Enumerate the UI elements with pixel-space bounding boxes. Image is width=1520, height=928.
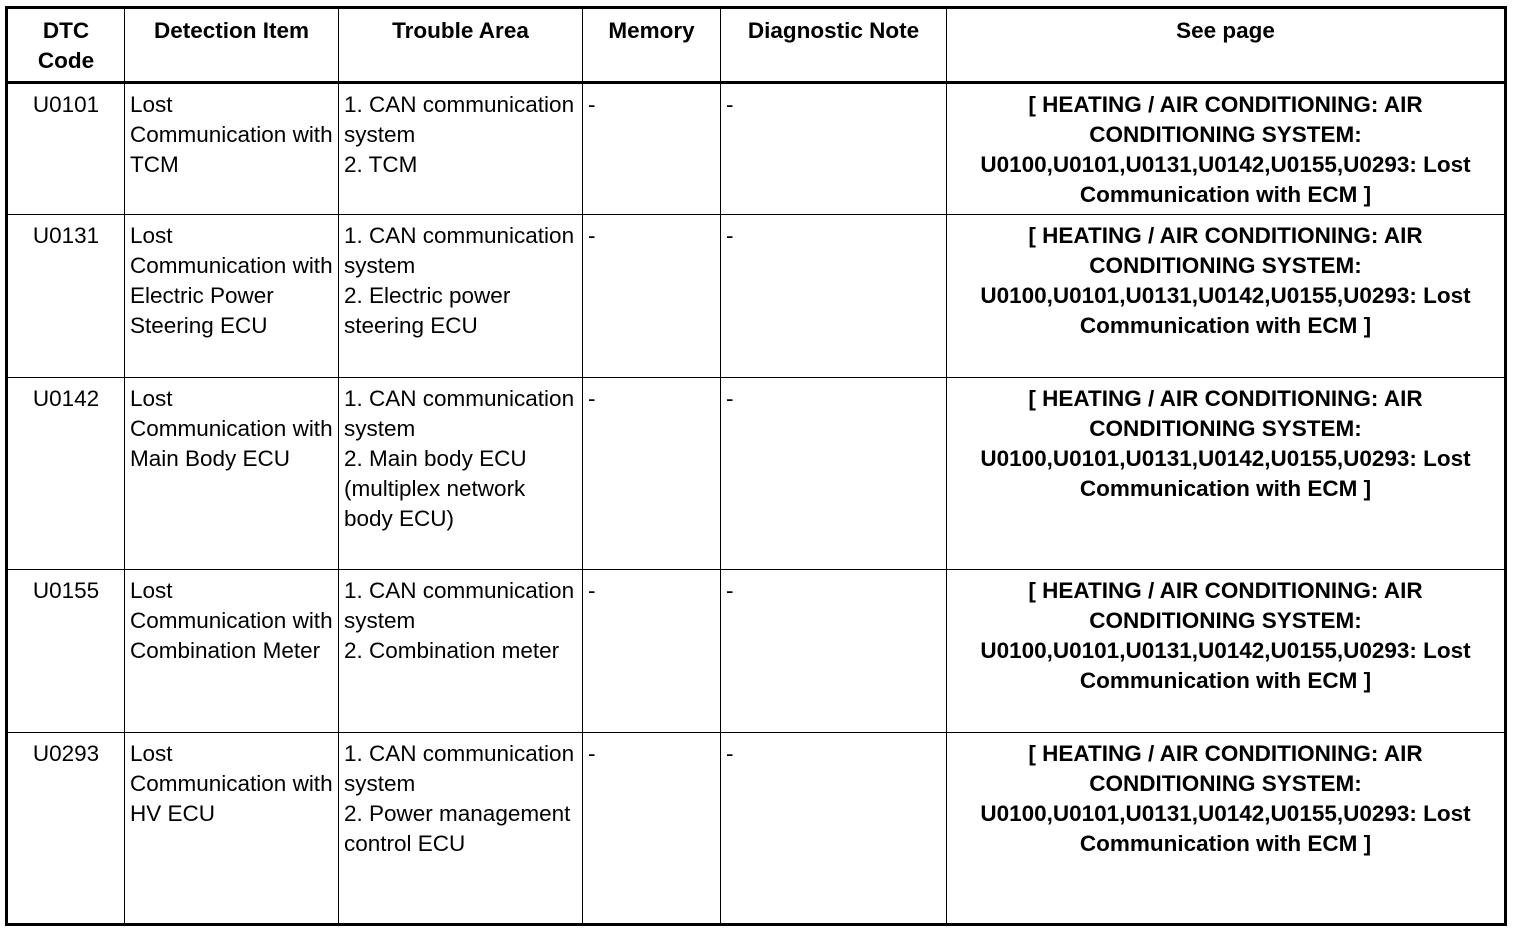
diagnostic-note-cell: - [721, 570, 947, 733]
trouble-area-cell [339, 215, 583, 378]
table-row [7, 378, 1506, 570]
trouble-area-item: 1. CAN communication system [344, 223, 575, 278]
detection-item-cell: Lost Communication with Main Body ECU [125, 378, 339, 570]
diagnostic-note-cell: - [721, 215, 947, 378]
table-row [7, 83, 1506, 215]
memory-cell: - [583, 83, 721, 215]
header-dtc-code-line2: Code [37, 48, 95, 73]
trouble-area-item: 2. Combination meter [344, 638, 560, 663]
table-body [7, 83, 1506, 925]
memory-cell: - [583, 733, 721, 925]
detection-item-cell: Lost Communication with HV ECU [125, 733, 339, 925]
dtc-code-cell: U0131 [7, 215, 125, 378]
trouble-area-item: 2. Electric power steering ECU [344, 283, 511, 338]
detection-item-cell: Lost Communication with Combination Meter [125, 570, 339, 733]
header-detection-item: Detection Item [125, 8, 339, 83]
trouble-area-item: 1. CAN communication system [344, 741, 575, 796]
trouble-area-item: 1. CAN communication system [344, 578, 575, 633]
trouble-area-item: 1. CAN communication system [344, 92, 575, 147]
header-trouble-area: Trouble Area [339, 8, 583, 83]
header-dtc-code [7, 8, 125, 83]
dtc-table [5, 6, 1507, 926]
diagnostic-note-cell: - [721, 83, 947, 215]
trouble-area-item: 2. TCM [344, 152, 418, 177]
trouble-area-item: 2. Main body ECU (multiplex network body ECU) [344, 446, 527, 531]
memory-cell: - [583, 378, 721, 570]
trouble-area-cell [339, 83, 583, 215]
trouble-area-item: 1. CAN communication system [344, 386, 575, 441]
dtc-code-cell: U0101 [7, 83, 125, 215]
diagnostic-note-cell: - [721, 733, 947, 925]
dtc-code-cell: U0142 [7, 378, 125, 570]
memory-cell: - [583, 215, 721, 378]
see-page-link[interactable]: [ HEATING / AIR CONDITIONING: AIR CONDITIONING SYSTEM: U0100,U0101,U0131,U0142,U0155,U0293: Lost Communication with ECM ] [947, 570, 1506, 733]
table-row [7, 570, 1506, 733]
see-page-link[interactable]: [ HEATING / AIR CONDITIONING: AIR CONDITIONING SYSTEM: U0100,U0101,U0131,U0142,U0155,U0293: Lost Communication with ECM ] [947, 83, 1506, 215]
see-page-link[interactable]: [ HEATING / AIR CONDITIONING: AIR CONDITIONING SYSTEM: U0100,U0101,U0131,U0142,U0155,U0293: Lost Communication with ECM ] [947, 733, 1506, 925]
detection-item-cell: Lost Communication with TCM [125, 83, 339, 215]
table-row [7, 733, 1506, 925]
memory-cell: - [583, 570, 721, 733]
header-row [7, 8, 1506, 83]
detection-item-cell: Lost Communication with Electric Power Steering ECU [125, 215, 339, 378]
table-row [7, 215, 1506, 378]
dtc-code-cell: U0155 [7, 570, 125, 733]
trouble-area-cell [339, 733, 583, 925]
header-see-page: See page [947, 8, 1506, 83]
trouble-area-cell [339, 570, 583, 733]
table-header [7, 8, 1506, 83]
see-page-link[interactable]: [ HEATING / AIR CONDITIONING: AIR CONDITIONING SYSTEM: U0100,U0101,U0131,U0142,U0155,U0293: Lost Communication with ECM ] [947, 378, 1506, 570]
dtc-code-cell: U0293 [7, 733, 125, 925]
header-dtc-code-line1: DTC [42, 18, 90, 43]
trouble-area-item: 2. Power management control ECU [344, 801, 571, 856]
trouble-area-cell [339, 378, 583, 570]
header-diagnostic-note: Diagnostic Note [721, 8, 947, 83]
see-page-link[interactable]: [ HEATING / AIR CONDITIONING: AIR CONDITIONING SYSTEM: U0100,U0101,U0131,U0142,U0155,U0293: Lost Communication with ECM ] [947, 215, 1506, 378]
header-memory: Memory [583, 8, 721, 83]
diagnostic-note-cell: - [721, 378, 947, 570]
